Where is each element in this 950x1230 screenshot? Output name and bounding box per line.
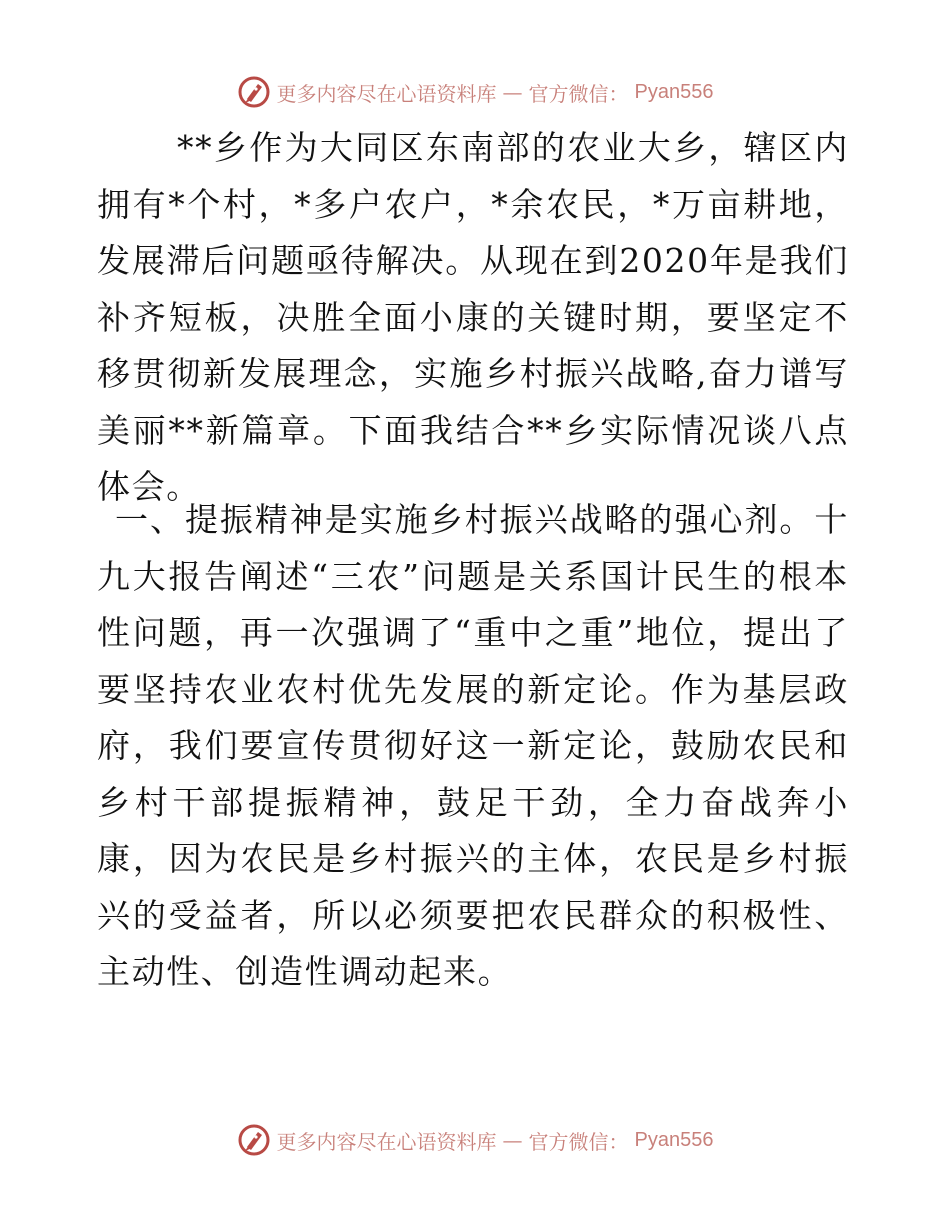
watermark-separator: — [502,1128,523,1152]
watermark-id: Pyan556 [634,80,714,103]
paragraph-point-one: 一、提振精神是实施乡村振兴战略的强心剂。十九大报告阐述“三农”问题是关系国计民生的根本性问题，再一次强调了“重中之重”地位，提出了要坚持农业农村优先发展的新定论。作为基层政府，我们要宣传贯彻好这一新定论，鼓励农民和乡村干部提振精神，鼓足干劲，全力奋战奔小康，因为农民是乡村振兴的主体，农民是乡村振兴的受益者，所以必须要把农民群众的积极性、主动性、创造性调动起来。 [97,500,849,991]
footer-watermark [0,1120,950,1160]
watermark-id: Pyan556 [634,1128,714,1151]
watermark-label: 官方微信： [528,1129,629,1154]
watermark-separator: — [502,80,523,104]
watermark-text: 更多内容尽在心语资料库 [276,1129,497,1154]
paragraph-intro: **乡作为大同区东南部的农业大乡，辖区内拥有*个村，*多户农户，*余农民，*万亩耕地，发展滞后问题亟待解决。从现在到2020年是我们补齐短板，决胜全面小康的关键时期，要坚定不移贯彻新发展理念，实施乡村振兴战略,奋力谱写美丽**新篇章。下面我结合**乡实际情况谈八点体会。 [97,128,849,506]
watermark-label: 官方微信： [528,81,629,106]
header-watermark [0,72,950,112]
watermark-text: 更多内容尽在心语资料库 [276,81,497,106]
pen-nib-circle-icon [237,1123,271,1157]
pen-nib-circle-icon [237,75,271,109]
